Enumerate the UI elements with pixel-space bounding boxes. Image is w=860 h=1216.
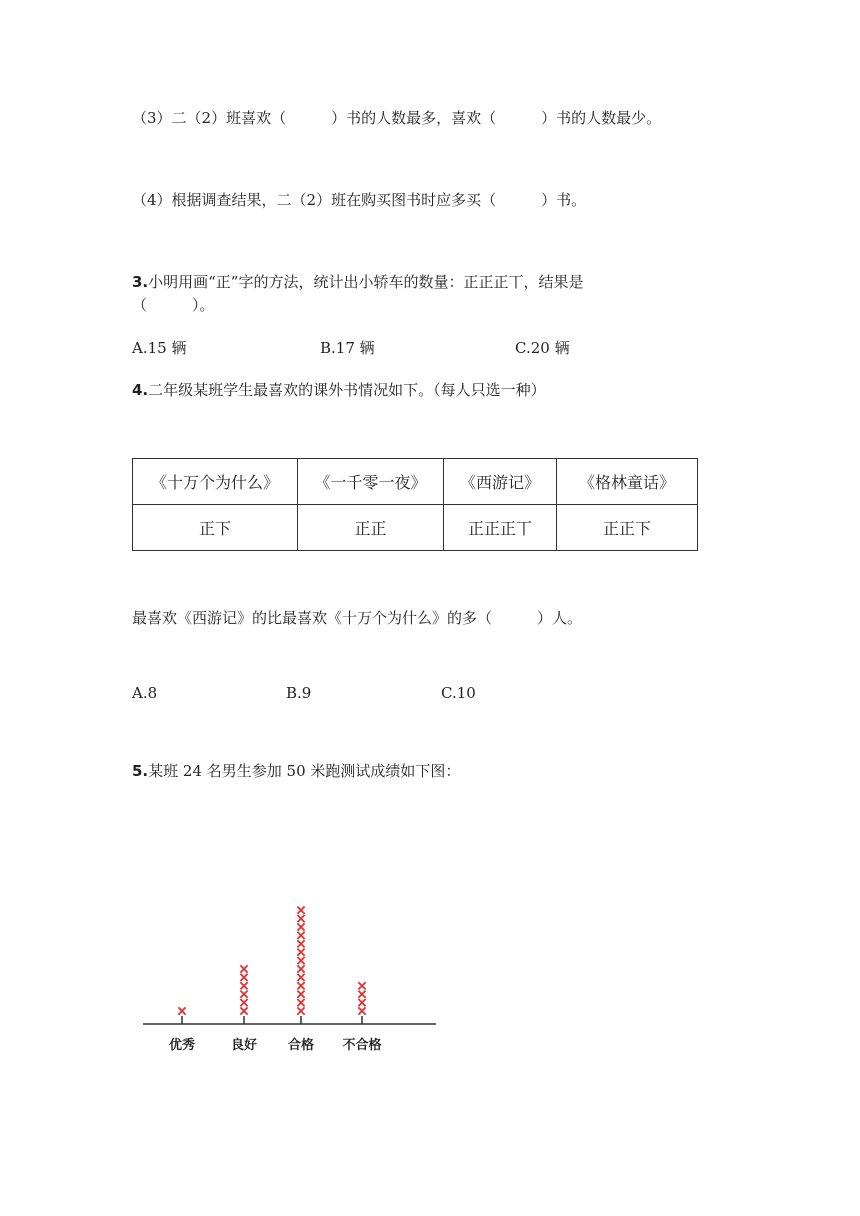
plot-mark (297, 915, 304, 922)
q3-option-a[interactable]: A.15 辆 (132, 339, 187, 357)
plot-category-label: 合格 (287, 1038, 315, 1053)
plot-category-label: 不合格 (342, 1038, 382, 1053)
q4-option-c[interactable]: C.10 (441, 684, 476, 702)
plot-labels (169, 1037, 382, 1053)
q3-stem (132, 271, 583, 292)
q5-number: 5. (132, 762, 149, 780)
q4-option-a[interactable]: A.8 (132, 684, 158, 702)
tally-cell: 正正 (298, 505, 444, 551)
q4-question: 最喜欢《西游记》的比最喜欢《十万个为什么》的多（ ）人。 (132, 609, 583, 627)
plot-mark (240, 999, 247, 1006)
plot-mark (358, 999, 365, 1006)
plot-mark (297, 974, 304, 981)
table-header-cell: 《西游记》 (444, 459, 557, 505)
table-header-row (133, 459, 698, 505)
q4-number: 4. (132, 381, 149, 399)
q4-option-b[interactable]: B.9 (286, 684, 312, 702)
plot-mark (178, 1007, 185, 1014)
plot-mark (297, 940, 304, 947)
plot-category-label: 良好 (230, 1038, 258, 1053)
plot-mark (240, 1007, 247, 1014)
tally-cell: 正下 (133, 505, 298, 551)
plot-ticks (182, 1016, 362, 1024)
plot-mark (297, 949, 304, 956)
plot-mark (358, 982, 365, 989)
plot-mark (297, 907, 304, 914)
q3-text: 小明用画“正”字的方法，统计出小轿车的数量：正正正丅，结果是 (148, 273, 584, 291)
book-tally-table (132, 458, 698, 551)
q5-stem (132, 760, 460, 781)
plot-marks (178, 907, 365, 1015)
fifty-meter-dot-plot (140, 840, 440, 1060)
plot-mark (297, 932, 304, 939)
table-row (133, 505, 698, 551)
plot-mark (358, 1007, 365, 1014)
q3-number: 3. (132, 273, 149, 291)
plot-mark (297, 957, 304, 964)
plot-mark (297, 965, 304, 972)
plot-mark (240, 982, 247, 989)
tally-cell: 正正下 (557, 505, 698, 551)
plot-mark (297, 999, 304, 1006)
q3-option-c[interactable]: C.20 辆 (515, 339, 570, 357)
table-header-cell: 《格林童话》 (557, 459, 698, 505)
plot-mark (240, 991, 247, 998)
plot-mark (297, 991, 304, 998)
table-header-cell: 《一千零一夜》 (298, 459, 444, 505)
plot-mark (297, 1007, 304, 1014)
plot-mark (240, 965, 247, 972)
plot-mark (297, 923, 304, 930)
table-header-cell: 《十万个为什么》 (133, 459, 298, 505)
plot-category-label: 优秀 (168, 1038, 196, 1053)
q4-stem (132, 379, 546, 400)
q5-text: 某班 24 名男生参加 50 米跑测试成绩如下图： (148, 762, 461, 780)
q3-blank: （ ）。 (132, 296, 215, 314)
tally-cell: 正正正丅 (444, 505, 557, 551)
plot-mark (358, 991, 365, 998)
q2-item-3: （3）二（2）班喜欢（ ）书的人数最多，喜欢（ ）书的人数最少。 (132, 109, 662, 127)
q2-item-4: （4）根据调查结果，二（2）班在购买图书时应多买（ ）书。 (132, 191, 587, 209)
plot-mark (240, 974, 247, 981)
q4-text: 二年级某班学生最喜欢的课外书情况如下。（每人只选一种） (148, 381, 546, 399)
q3-option-b[interactable]: B.17 辆 (320, 339, 375, 357)
plot-mark (297, 982, 304, 989)
